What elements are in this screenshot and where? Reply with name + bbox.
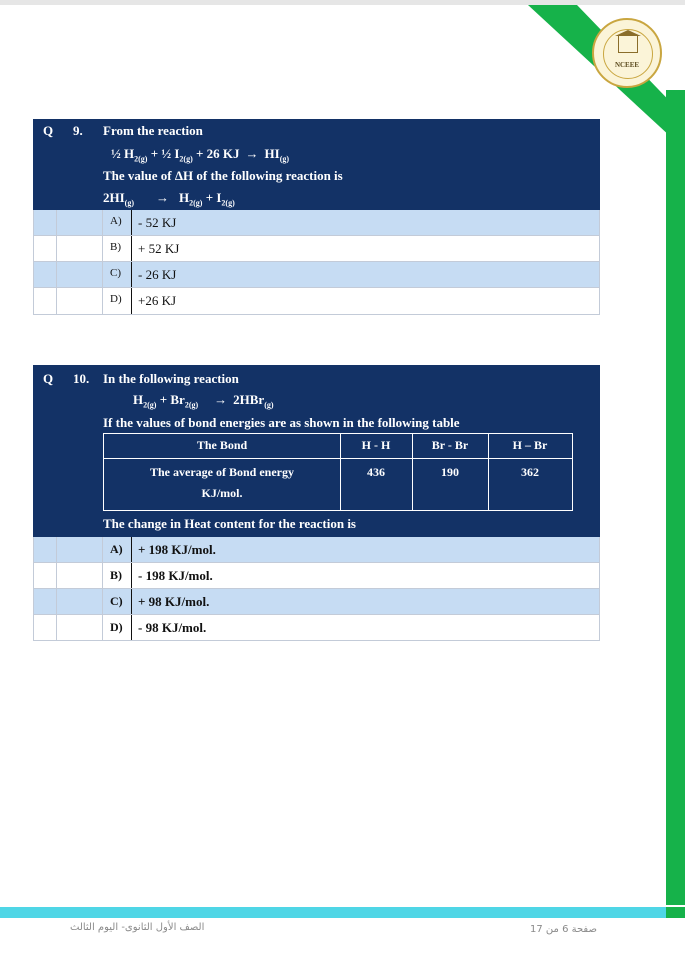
option-letter: D) [110,293,122,305]
option-text: + 198 KJ/mol. [138,542,216,557]
arrow-icon: → [156,190,169,205]
bottom-cyan-bar [0,907,685,918]
reaction-equation: $H_{2(g)} + Br_{2(g)} \to 2HBr_{(g)}$ [133,392,274,410]
option-text: - 198 KJ/mol. [138,568,213,583]
question-label: Q [43,371,54,386]
question-9-header [33,119,600,210]
question-title: In the following reaction [103,371,239,386]
answer-option-c[interactable] [33,262,600,288]
option-letter: D) [110,620,123,634]
arrow-icon: → [214,392,228,407]
table-header-h-h: H - H [361,438,391,452]
nceee-logo [592,18,662,88]
answer-option-c[interactable] [33,589,600,615]
option-text: - 98 KJ/mol. [138,620,207,635]
bond-energy-table [103,433,573,511]
option-text: - 52 KJ [138,215,177,230]
target-reaction-equation: $2HI_{(g)} \to H_{2(g)} + I_{2(g)}$ [103,190,235,208]
reaction-equation: ½ $H_{2(g)}$ + ½ $I_{2(g)} + 26$ KJ → $HI_{(g)}$ [111,146,290,164]
option-text: - 26 KJ [138,267,177,282]
table-value-h-br: 362 [521,465,539,479]
option-text: + 98 KJ/mol. [138,594,210,609]
answer-option-d[interactable] [33,615,600,641]
footer-grade-label: الصف الأول الثانوى- اليوم الثالث [70,922,205,933]
table-header-br-br: Br - Br [431,438,469,452]
option-letter: A) [110,215,122,227]
question-prompt: The change in Heat content for the reaction is [103,516,356,531]
table-header-bond: The Bond [196,438,248,452]
answer-option-a[interactable] [33,210,600,236]
footer-page-number: صفحة 6 من 17 [530,924,597,935]
table-header-h-br: H – Br [512,438,548,452]
answer-option-b[interactable] [33,563,600,589]
option-letter: A) [110,542,123,556]
table-value-br-br: 190 [441,465,459,479]
building-icon [618,36,638,53]
question-title: From the reaction [103,123,203,138]
question-number: 10. [73,371,90,386]
table-row-unit: KJ/mol. [201,486,243,500]
question-statement: The value of ΔH of the following reaction is [103,168,343,183]
question-10-header [33,365,600,537]
option-text: +26 KJ [138,293,177,308]
table-value-h-h: 436 [367,465,385,479]
question-statement: If the values of bond energies are as shown in the following table [103,415,460,430]
green-side-bar [666,90,685,905]
answer-option-d[interactable] [33,288,600,315]
answer-option-b[interactable] [33,236,600,262]
arrow-icon: → [245,146,259,161]
option-letter: C) [110,267,121,279]
option-letter: B) [110,241,121,253]
option-letter: B) [110,568,122,582]
option-letter: C) [110,594,123,608]
logo-text: NCEEE [614,61,640,69]
table-row-label: The average of Bond energy [150,465,294,479]
question-number: 9. [73,123,83,138]
option-text: + 52 KJ [138,241,180,256]
answer-option-a[interactable] [33,537,600,563]
question-label: Q [43,123,54,138]
